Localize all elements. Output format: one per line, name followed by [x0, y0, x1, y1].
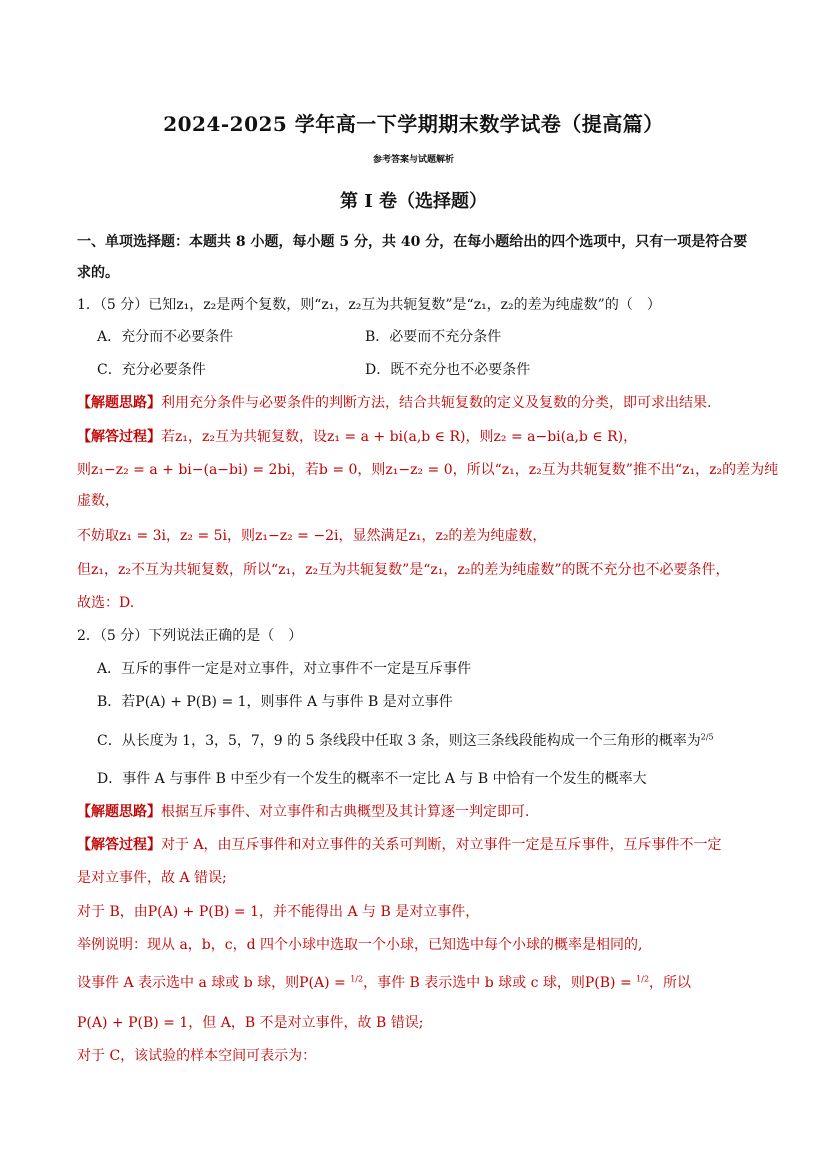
volume-heading: 第 I 卷（选择题） — [340, 191, 487, 212]
q1-solution-idea — [77, 392, 757, 412]
q2-process-text-1: 对于 A，由互斥事件和对立事件的关系可判断，对立事件一定是互斥事件，互斥事件不一定 — [161, 837, 722, 853]
q1-solution-process-3: 虚数， — [77, 493, 119, 509]
q2-option-c — [97, 730, 777, 750]
q2-solution-process-1 — [77, 834, 757, 854]
q2-process-text-5c: ，所以 — [649, 975, 692, 991]
q2-solution-process-5 — [77, 972, 757, 992]
page-subtitle: 参考答案与试题解析 — [372, 155, 454, 165]
q1-idea-text: 利用充分条件与必要条件的判断方法，结合共轭复数的定义及复数的分类，即可求出结果. — [161, 395, 712, 411]
q2-fraction-pb: 1/2 — [636, 974, 650, 984]
q1-option-c: C．充分必要条件 — [97, 362, 206, 378]
q1-option-a: A．充分而不必要条件 — [97, 329, 234, 345]
q2-process-text-5a: 设事件 A 表示选中 a 球或 b 球，则P(A) = — [77, 975, 351, 991]
q2-process-tag: 【解答过程】 — [77, 837, 161, 853]
q2-solution-process-2: 是对立事件，故 A 错误; — [77, 870, 227, 886]
q2-option-c-fraction: 2/5 — [700, 732, 714, 742]
q2-idea-tag: 【解题思路】 — [77, 804, 161, 820]
q2-idea-text: 根据互斥事件、对立事件和古典概型及其计算逐一判定即可． — [161, 804, 539, 820]
section-instructions-line-1: 一、单项选择题：本题共 8 小题，每小题 5 分，共 40 分，在每小题给出的四个选项中，只有一项是符合要 — [77, 234, 748, 250]
q1-solution-process-4: 不妨取z₁ = 3i，z₂ = 5i，则z₁−z₂ = −2i，显然满足z₁，z₂的差为纯虚数， — [77, 528, 547, 544]
q1-option-b: B．必要而不充分条件 — [365, 329, 502, 345]
page-title: 2024-2025 学年高一下学期期末数学试卷（提高篇） — [163, 112, 664, 136]
q1-idea-tag: 【解题思路】 — [77, 395, 161, 411]
q2-option-c-text: C．从长度为 1，3，5，7，9 的 5 条线段中任取 3 条，则这三条线段能构成一个三角形的概率为 — [97, 733, 701, 749]
q2-fraction-pa: 1/2 — [350, 974, 364, 984]
q2-option-a: A．互斥的事件一定是对立事件，对立事件不一定是互斥事件 — [97, 661, 472, 677]
q2-option-d: D．事件 A 与事件 B 中至少有一个发生的概率不一定比 A 与 B 中恰有一个发生的概率大 — [97, 771, 647, 787]
q2-process-text-5b: ，事件 B 表示选中 b 球或 c 球，则P(B) = — [363, 975, 637, 991]
q1-solution-process-6: 故选：D. — [77, 595, 135, 611]
q2-solution-process-4: 举例说明：现从 a，b，c，d 四个小球中选取一个小球，已知选中每个小球的概率是相同的, — [77, 937, 643, 953]
q1-stem: 1．（5 分）已知z₁，z₂是两个复数，则“z₁，z₂互为共轭复数”是“z₁，z₂的差为纯虚数”的（ ） — [77, 297, 661, 313]
q2-solution-process-3: 对于 B，由P(A) + P(B) = 1，并不能得出 A 与 B 是对立事件， — [77, 904, 480, 920]
q2-solution-idea — [77, 801, 757, 821]
q2-solution-process-6: P(A) + P(B) = 1，但 A，B 不是对立事件，故 B 错误; — [77, 1015, 424, 1031]
q2-option-b: B．若P(A) + P(B) = 1，则事件 A 与事件 B 是对立事件 — [97, 694, 453, 710]
q1-process-text-1: 若z₁，z₂互为共轭复数，设z₁ = a + bi(a,b ∈ R)，则z₂ = a−bi(a,b ∈ R)， — [161, 429, 638, 445]
section-instructions-line-2: 求的。 — [77, 265, 119, 281]
q1-option-d: D．既不充分也不必要条件 — [365, 362, 531, 378]
q2-solution-process-7: 对于 C，该试验的样本空间可表示为： — [77, 1048, 317, 1064]
q1-solution-process-1 — [77, 426, 757, 446]
q1-solution-process-2: 则z₁−z₂ = a + bi−(a−bi) = 2bi，若b = 0，则z₁−z₂ = 0，所以“z₁，z₂互为共轭复数”推不出“z₁，z₂的差为纯 — [77, 462, 779, 478]
q2-stem: 2．（5 分）下列说法正确的是（ ） — [77, 628, 303, 644]
q1-solution-process-5: 但z₁，z₂不互为共轭复数，所以“z₁，z₂互为共轭复数”是“z₁，z₂的差为纯虚数”的既不充分也不必要条件， — [77, 562, 730, 578]
q1-process-tag: 【解答过程】 — [77, 429, 161, 445]
